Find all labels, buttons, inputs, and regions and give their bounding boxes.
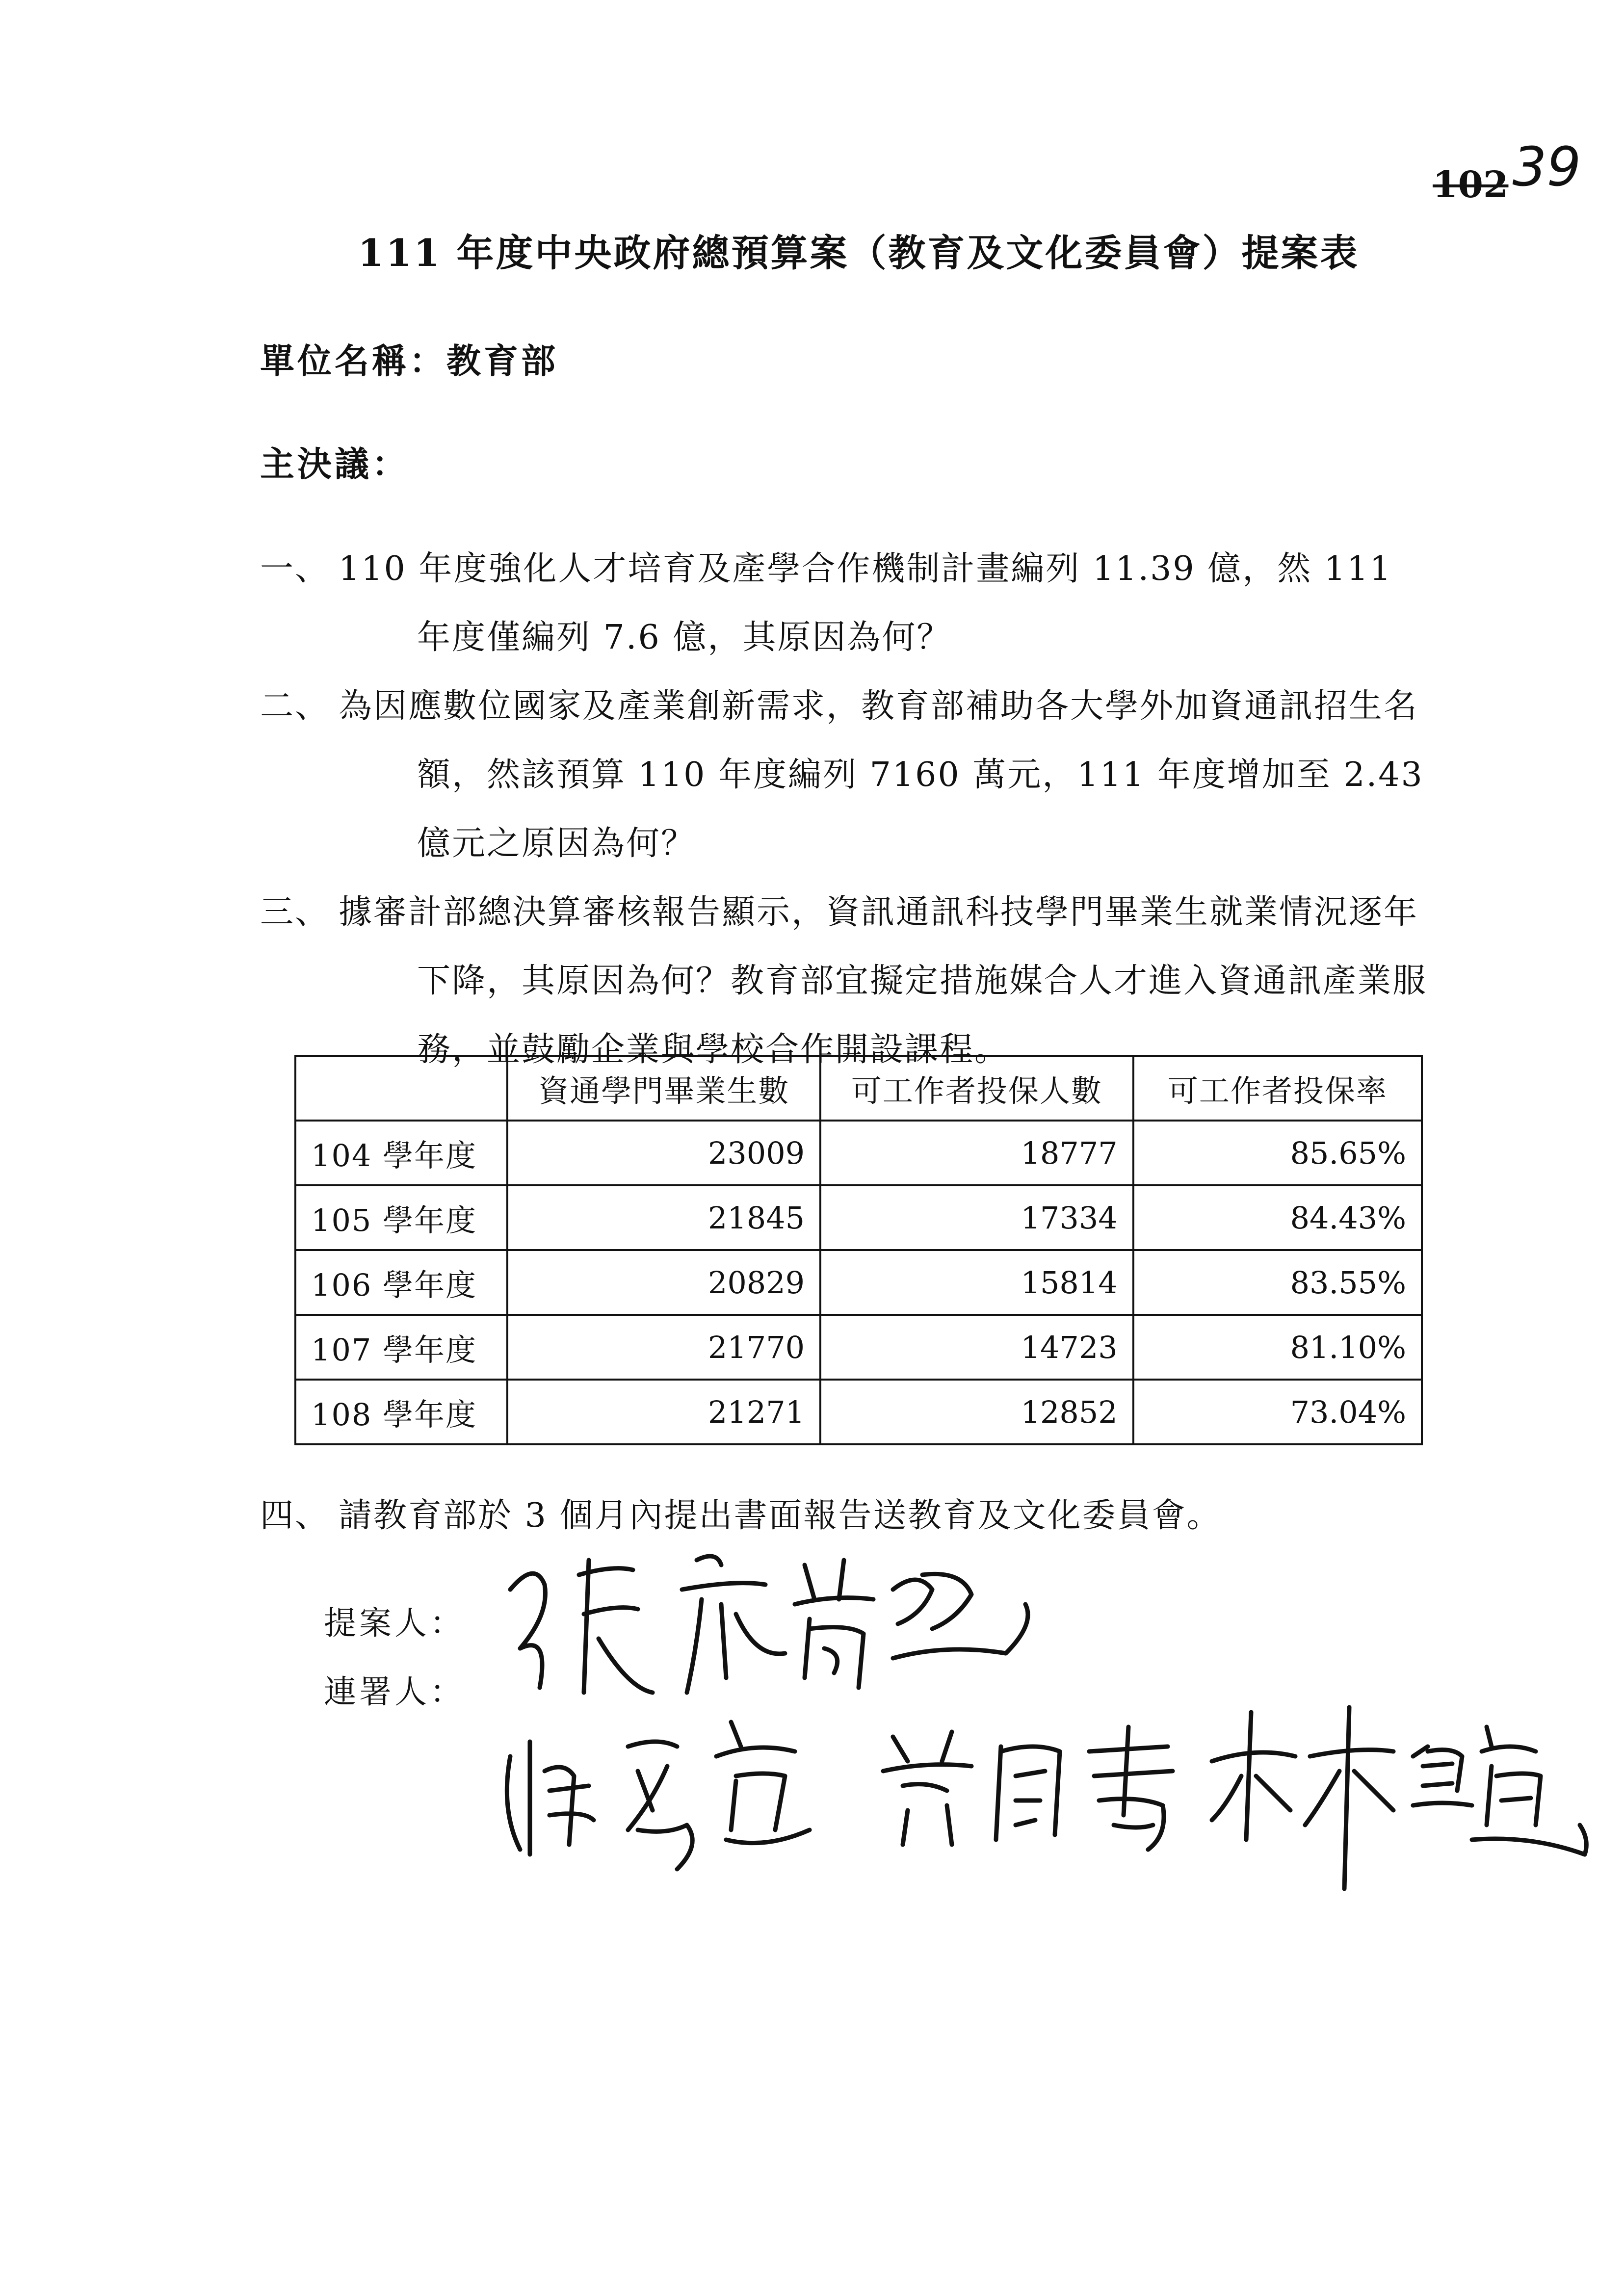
- item-text: 為因應數位國家及產業創新需求，教育部補助各大學外加資通訊招生名額，然該預算 110 年度編列 7160 萬元，111 年度增加至 2.43 億元之原因為何？: [339, 687, 1424, 863]
- table-cell: 21271: [507, 1380, 820, 1444]
- table-header-row: [295, 1056, 1422, 1121]
- document-title: 111 年度中央政府總預算案（教育及文化委員會）提案表: [358, 231, 1360, 275]
- table-header-cell: [295, 1056, 507, 1121]
- struck-page-number: 102: [1433, 164, 1509, 206]
- cosigner-signature: [491, 1683, 922, 1889]
- item-text: 請教育部於 3 個月內提出書面報告送教育及文化委員會。: [339, 1496, 1222, 1535]
- table-cell: 18777: [820, 1121, 1133, 1185]
- table-cell-year: 104 學年度: [295, 1121, 507, 1185]
- table-row: [295, 1185, 1422, 1250]
- cosigner-signature: [873, 1688, 1187, 1874]
- table-cell: 21845: [507, 1185, 820, 1250]
- resolution-item: [260, 878, 1428, 1084]
- table-cell: 14723: [820, 1315, 1133, 1380]
- resolution-item: [260, 672, 1428, 878]
- table-cell: 81.10%: [1133, 1315, 1422, 1380]
- table-cell: 83.55%: [1133, 1250, 1422, 1315]
- unit-name: 單位名稱：教育部: [260, 340, 558, 381]
- item-marker: 二、: [260, 687, 330, 726]
- item-marker: 四、: [260, 1496, 330, 1535]
- item-marker: 三、: [260, 893, 330, 932]
- table-cell: 20829: [507, 1250, 820, 1315]
- handwritten-page-number: 39: [1512, 135, 1581, 198]
- table-cell-year: 108 學年度: [295, 1380, 507, 1444]
- table-cell-year: 106 學年度: [295, 1250, 507, 1315]
- graduate-employment-table: [294, 1055, 1423, 1445]
- table-row: [295, 1315, 1422, 1380]
- table-row: [295, 1380, 1422, 1444]
- item-text: 110 年度強化人才培育及產學合作機制計畫編列 11.39 億，然 111 年度僅編列 7.6 億，其原因為何？: [339, 549, 1392, 657]
- table-cell: 17334: [820, 1185, 1133, 1250]
- table-cell: 85.65%: [1133, 1121, 1422, 1185]
- proposer-label: 提案人：: [324, 1604, 465, 1642]
- table-cell: 21770: [507, 1315, 820, 1380]
- item-text: 據審計部總決算審核報告顯示，資訊通訊科技學門畢業生就業情況逐年下降，其原因為何？教育部宜擬定措施媒合人才進入資通訊產業服務，並鼓勵企業與學校合作開設課程。: [339, 893, 1428, 1069]
- table-header-cell: 可工作者投保率: [1133, 1056, 1422, 1121]
- table-header-cell: 可工作者投保人數: [820, 1056, 1133, 1121]
- page-number: [1433, 135, 1581, 210]
- table-header-cell: 資通學門畢業生數: [507, 1056, 820, 1121]
- table-cell: 84.43%: [1133, 1185, 1422, 1250]
- resolution-heading: 主決議：: [260, 444, 409, 484]
- table-cell-year: 105 學年度: [295, 1185, 507, 1250]
- cosigner-signature: [1197, 1678, 1599, 1899]
- item-marker: 一、: [260, 549, 330, 588]
- cosigner-label: 連署人：: [324, 1673, 465, 1711]
- table-row: [295, 1121, 1422, 1185]
- resolution-item: [260, 535, 1428, 672]
- table-cell: 12852: [820, 1380, 1133, 1444]
- table-cell: 23009: [507, 1121, 820, 1185]
- table-cell: 73.04%: [1133, 1380, 1422, 1444]
- table-row: [295, 1250, 1422, 1315]
- table-cell-year: 107 學年度: [295, 1315, 507, 1380]
- proposer-signature: [491, 1531, 1055, 1707]
- table-cell: 15814: [820, 1250, 1133, 1315]
